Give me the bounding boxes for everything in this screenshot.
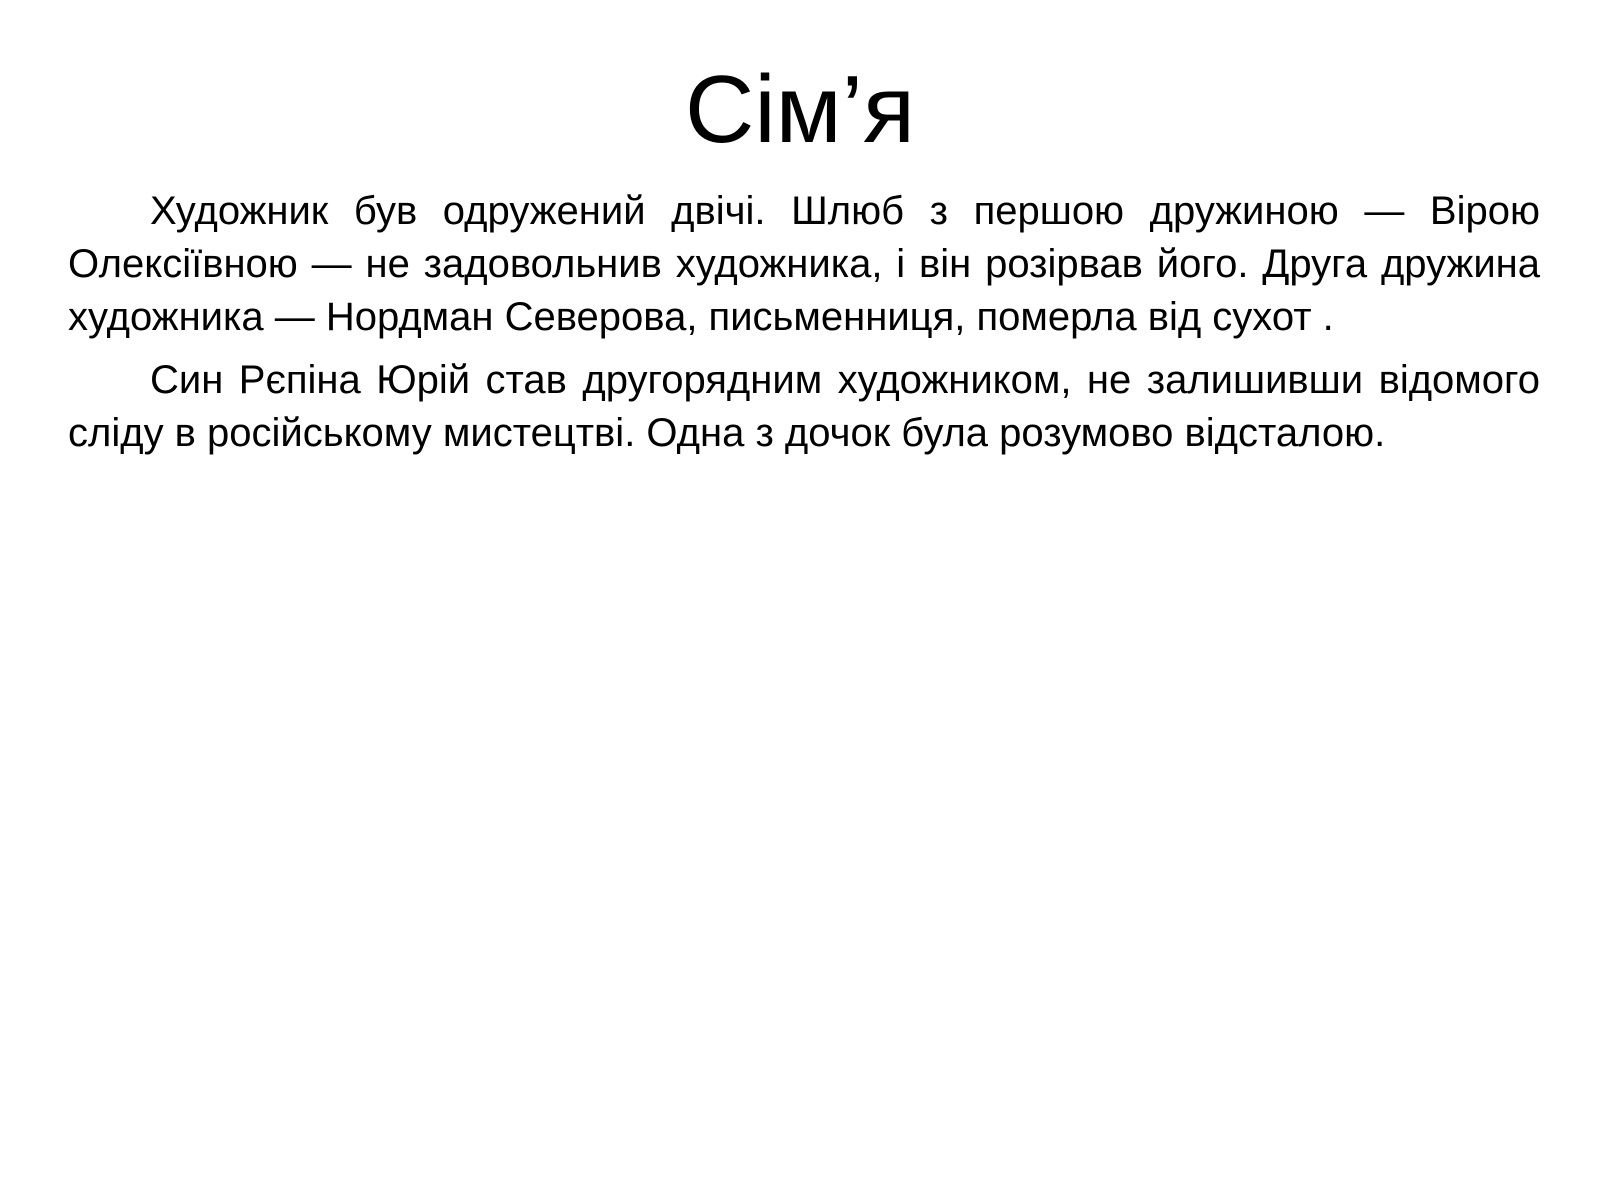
slide-body	[68, 185, 1540, 470]
body-paragraph-marriage: Художник був одружений двічі. Шлюб з першою дружиною — Вірою Олексіївною — не задовольнив художника, і він розірвав його. Друга дружина художника — Нордман Северова, письменниця, померла від сухот .	[68, 189, 1540, 339]
body-paragraph-children: Син Рєпіна Юрій став другорядним художником, не залишивши відомого сліду в російському мистецтві. Одна з дочок була розумово відсталою.	[68, 358, 1540, 455]
slide-title: Сім’я	[685, 56, 915, 163]
